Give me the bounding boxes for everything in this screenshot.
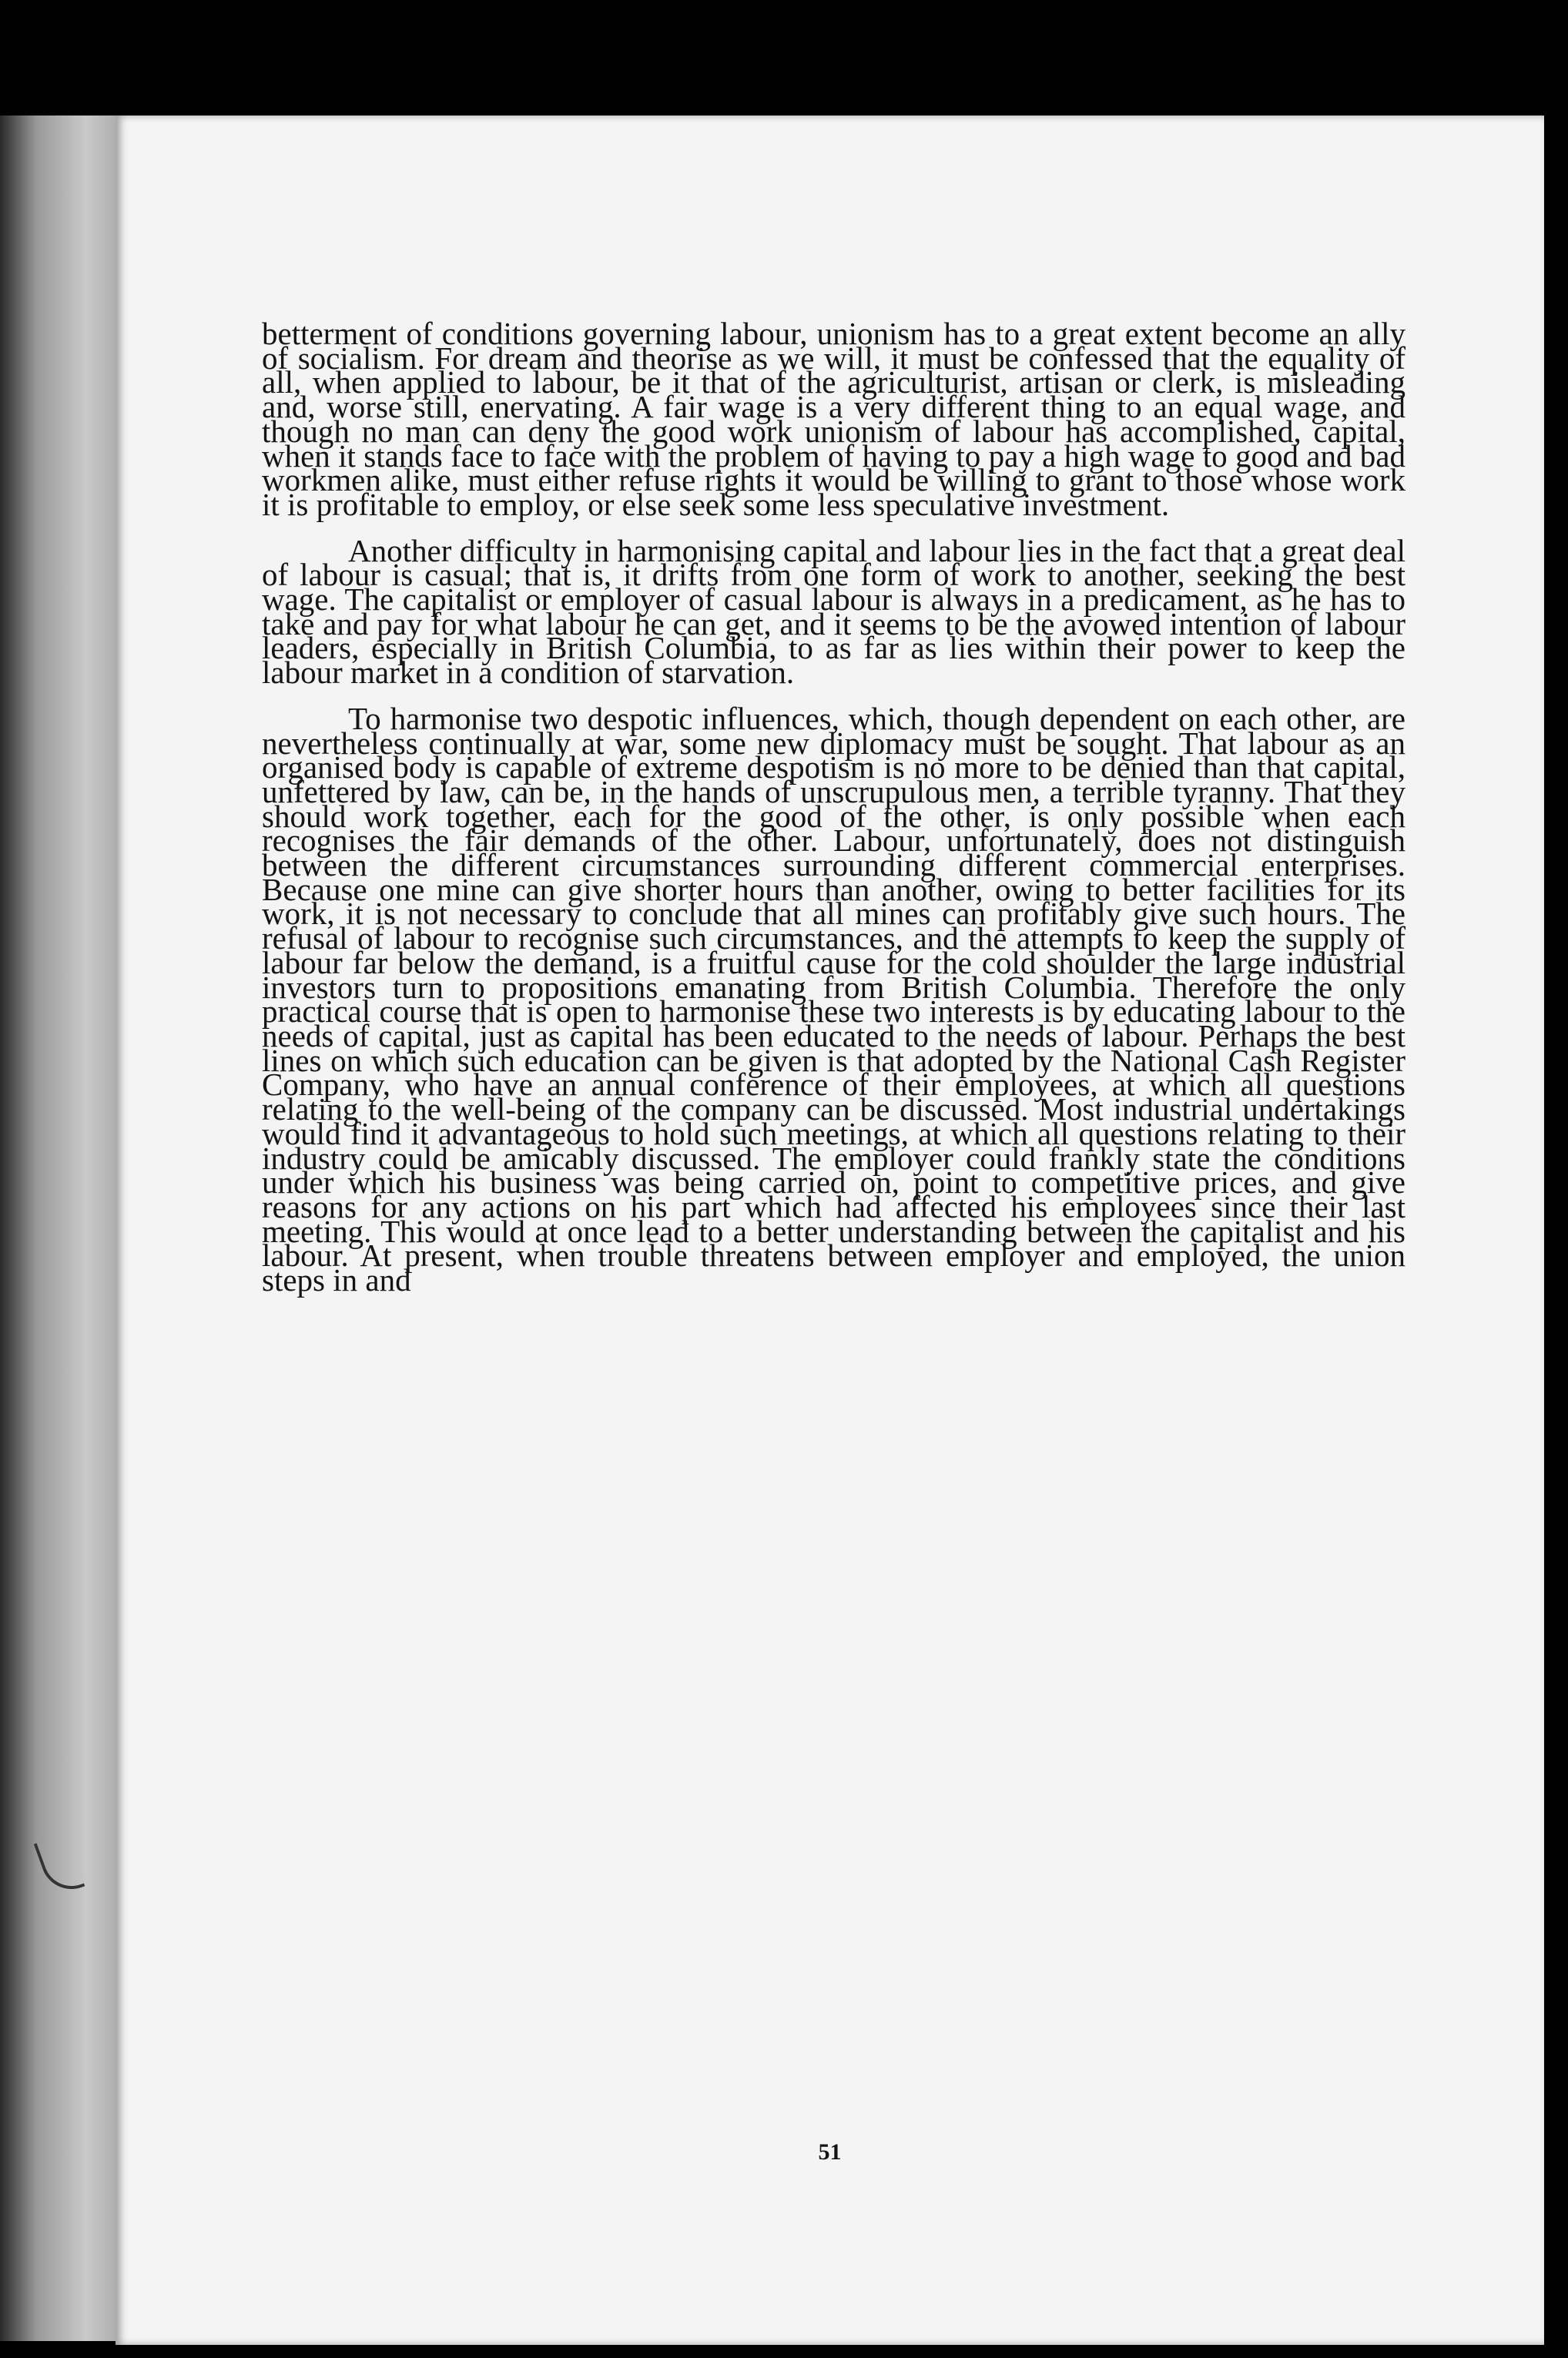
body-text bbox=[262, 316, 1406, 1315]
paragraph-2: Another difficulty in harmonising capital and labour lies in the fact that a great deal of labour is casual; that is, it drifts from one form of work to another, seeking the best wage. The capitalist or employer of casual labour is always in a predicament, as he has to take and pay for what labour he can get, and it seems to be the avowed intention of labour leaders, especially in British Columbia, to as far as lies within their power to keep the labour market in a condition of starvation. bbox=[262, 532, 1406, 691]
paragraph-3: To harmonise two despotic influences, which, though dependent on each other, are nevertheless continually at war, some new diplomacy must be sought. That labour as an organised body is capable of extreme despotism is no more to be denied than that capital, unfettered by law, can be, in the hands of unscrupulous men, a terrible tyranny. That they should work together, each for the good of the other, is only possible when each recognises the fair demands of the other. Labour, unfortunately, does not distinguish between the different circumstances surrounding different commercial enterprises. Because one mine can give shorter hours than another, owing to better facilities for its work, it is not necessary to conclude that all mines can profitably give such hours. The refusal of labour to recognise such circumstances, and the attempts to keep the supply of labour far below the demand, is a fruitful cause for the cold shoulder the large industrial investors turn to propositions emanating from British Columbia. Therefore the only practical course that is open to harmonise these two interests is by educating labour to the needs of capital, just as capital has been educated to the needs of labour. Perhaps the best lines on which such education can be given is that adopted by the National Cash Register Company, who have an annual conference of their employees, at which all questions relating to the well-being of the company can be discussed. Most industrial undertakings would find it advantageous to hold such meetings, at which all questions relating to their industry could be amicably discussed. The employer could frankly state the conditions under which his business was being carried on, point to competitive prices, and give reasons for any actions on his part which had affected his employees since their last meeting. This would at once lead to a better understanding between the capitalist and his labour. At present, when trouble threatens between employer and employed, the union steps in and bbox=[262, 700, 1406, 1298]
book-page bbox=[116, 116, 1544, 2345]
page-number: 51 bbox=[818, 2139, 842, 2165]
paragraph-1: betterment of conditions governing labour, unionism has to a great extent become an ally of socialism. For dream and theorise as we will, it must be confessed that the equality of all, when applied to labour, be it that of the agriculturist, artisan or clerk, is misleading and, worse still, enervating. A fair wage is a very different thing to an equal wage, and though no man can deny the good work unionism of labour has accomplished, capital, when it stands face to face with the problem of having to pay a high wage to good and bad workmen alike, must either refuse rights it would be willing to grant to those whose work it is profitable to employ, or else seek some less speculative investment. bbox=[262, 316, 1406, 522]
facing-page-edge bbox=[0, 116, 123, 2341]
